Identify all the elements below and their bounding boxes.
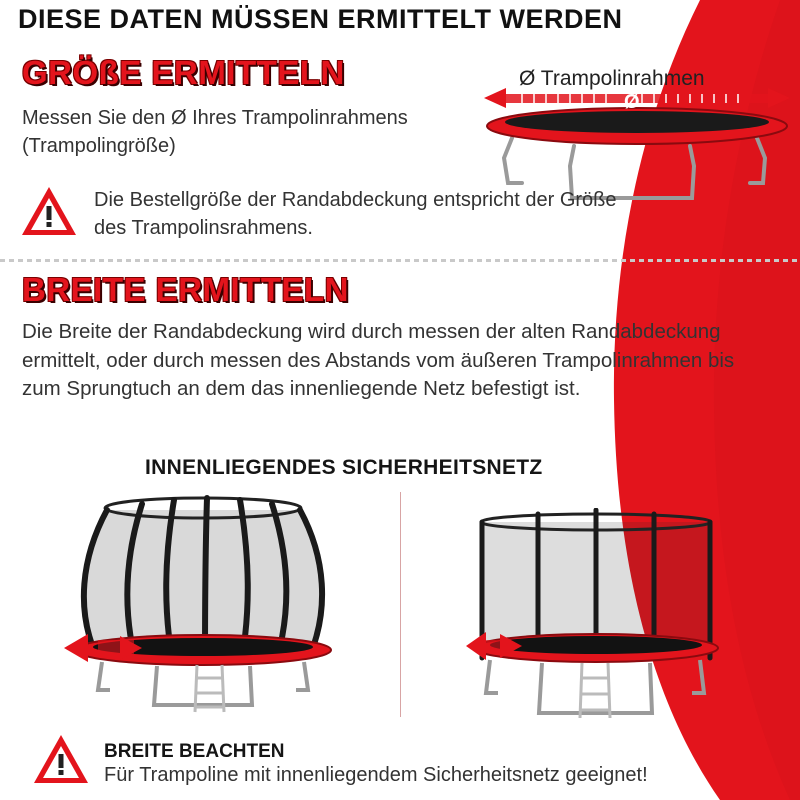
- size-warning-text: Die Bestellgröße der Randabdeckung entspricht der Größe des Trampolinsrahmens.: [94, 189, 617, 239]
- diameter-symbol: Ø: [624, 91, 640, 113]
- trampoline-straight-net-image: [462, 508, 728, 722]
- page-title: DIESE DATEN MÜSSEN ERMITTELT WERDEN: [18, 4, 623, 34]
- warning-triangle-icon: [20, 185, 78, 237]
- trampoline-curved-net-image: [62, 490, 344, 722]
- note-text: Für Trampoline mit innenliegendem Sicherheitsnetz geeignet!: [104, 764, 648, 786]
- note-title: BREITE BEACHTEN: [104, 741, 285, 762]
- section-divider: [0, 259, 800, 262]
- size-section-title: GRÖßE ERMITTELN: [22, 54, 345, 91]
- image-separator: [400, 492, 401, 717]
- warning-triangle-icon: [32, 733, 90, 785]
- size-instruction: Messen Sie den Ø Ihres Trampolinrahmens (Trampolingröße): [22, 107, 408, 157]
- net-section-title: INNENLIEGENDES SICHERHEITSNETZ: [145, 456, 543, 479]
- width-section-title: BREITE ERMITTELN: [22, 271, 349, 308]
- width-instruction: Die Breite der Randabdeckung wird durch messen der alten Randabdeckung ermittelt, oder durch messen des Abstands vom äußeren Trampolinrahmen bis zum Sprungtuch an dem das innenliegende Netz befestigt ist.: [22, 320, 735, 400]
- frame-diameter-label: Ø Trampolinrahmen: [519, 67, 705, 90]
